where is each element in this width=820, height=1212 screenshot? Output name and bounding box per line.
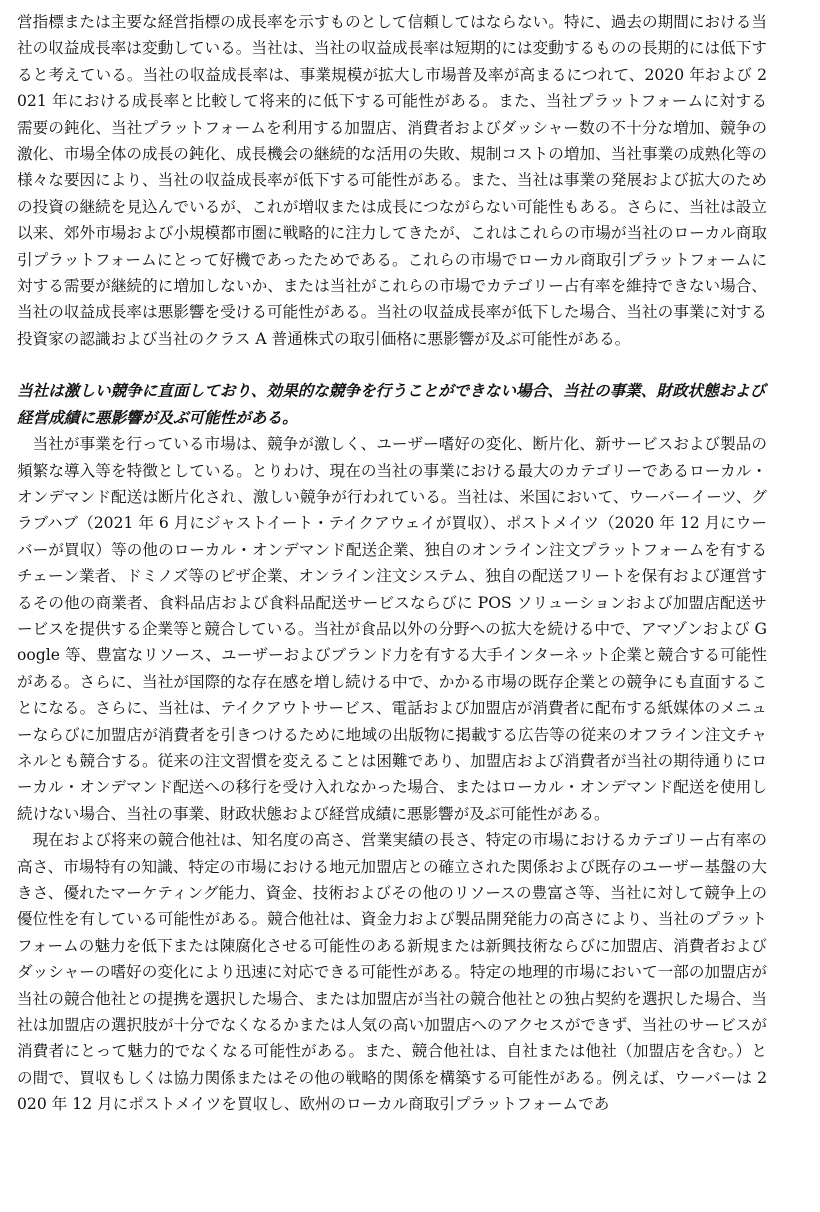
document-page <box>17 9 767 1118</box>
body-paragraph-competition-markets: 当社が事業を行っている市場は、競争が激しく、ユーザー嗜好の変化、断片化、新サービスおよび製品の頻繁な導入等を特徴としている。とりわけ、現在の当社の事業における最大のカテゴリーであるローカル・オンデマンド配送は断片化され、激しい競争が行われている。当社は、米国において、ウーバーイーツ、グラブハブ（2021 年 6 月にジャストイート・テイクアウェイが買収）、ポストメイツ（2020 年 12 月にウーバーが買収）等の他のローカル・オンデマンド配送企業、独自のオンライン注文プラットフォームを有するチェーン業者、ドミノズ等のピザ企業、オンライン注文システム、独自の配送フリートを保有および運営するその他の商業者、食料品店および食料品配送サービスならびに POS ソリューションおよび加盟店配送サービスを提供する企業等と競合している。当社が食品以外の分野への拡大を続ける中で、アマゾンおよび Google 等、豊富なリソース、ユーザーおよびブランド力を有する大手インターネット企業と競合する可能性がある。さらに、当社が国際的な存在感を増し続ける中で、かかる市場の既存企業との競争にも直面することになる。さらに、当社は、テイクアウトサービス、電話および加盟店が消費者に配布する紙媒体のメニューならびに加盟店が消費者を引きつけるために地域の出版物に掲載する広告等の従来のオフライン注文チャネルとも競合する。従来の注文習慣を変えることは困難であり、加盟店および消費者が当社の期待通りにローカル・オンデマンド配送への移行を受け入れなかった場合、またはローカル・オンデマンド配送を使用し続けない場合、当社の事業、財政状態および経営成績に悪影響が及ぶ可能性がある。 <box>17 435 768 823</box>
body-paragraph-growth-rate: 営指標または主要な経営指標の成長率を示すものとして信頼してはならない。特に、過去の期間における当社の収益成長率は変動している。当社は、当社の収益成長率は短期的には変動するものの長期的には低下すると考えている。当社の収益成長率は、事業規模が拡大し市場普及率が高まるにつれて、2020 年および 2021 年における成長率と比較して将来的に低下する可能性がある。また、当社プラットフォームに対する需要の鈍化、当社プラットフォームを利用する加盟店、消費者およびダッシャー数の不十分な増加、競争の激化、市場全体の成長の鈍化、成長機会の継続的な活用の失敗、規制コストの増加、当社事業の成熟化等の様々な要因により、当社の収益成長率が低下する可能性がある。また、当社は事業の発展および拡大のための投資の継続を見込んでいるが、これが増収または成長につながらない可能性もある。さらに、当社は設立以来、郊外市場および小規模都市圏に戦略的に注力してきたが、これはこれらの市場が当社のローカル商取引プラットフォームにとって好機であったためである。これらの市場でローカル商取引プラットフォームに対する需要が継続的に増加しないか、または当社がこれらの市場でカテゴリー占有率を維持できない場合、当社の収益成長率は悪影響を受ける可能性がある。当社の収益成長率が低下した場合、当社の事業に対する投資家の認識および当社のクラス A 普通株式の取引価格に悪影響が及ぶ可能性がある。 <box>17 13 767 348</box>
section-heading-competition: 当社は激しい競争に直面しており、効果的な競争を行うことができない場合、当社の事業、財政状態および経営成績に悪影響が及ぶ可能性がある。 <box>17 381 766 427</box>
body-paragraph-competitor-advantages: 現在および将来の競合他社は、知名度の高さ、営業実績の長さ、特定の市場におけるカテゴリー占有率の高さ、市場特有の知識、特定の市場における地元加盟店との確立された関係および既存のユーザー基盤の大きさ、優れたマーケティング能力、資金、技術およびその他のリソースの豊富さ等、当社に対して競争上の優位性を有している可能性がある。競合他社は、資金力および製品開発能力の高さにより、当社のプラットフォームの魅力を低下または陳腐化させる可能性のある新規または新興技術ならびに加盟店、消費者およびダッシャーの嗜好の変化により迅速に対応できる可能性がある。特定の地理的市場において一部の加盟店が当社の競合他社との提携を選択した場合、または加盟店が当社の競合他社との独占契約を選択した場合、当社は加盟店の選択肢が十分でなくなるかまたは人気の高い加盟店へのアクセスができず、当社のサービスが消費者にとって魅力的でなくなる可能性がある。また、競合他社は、自社または他社（加盟店を含む。）との間で、買収もしくは協力関係またはその他の戦略的関係を構築する可能性がある。例えば、ウーバーは 2020 年 12 月にポストメイツを買収し、欧州のローカル商取引プラットフォームであ <box>17 831 767 1114</box>
paragraph-spacer <box>17 352 767 378</box>
